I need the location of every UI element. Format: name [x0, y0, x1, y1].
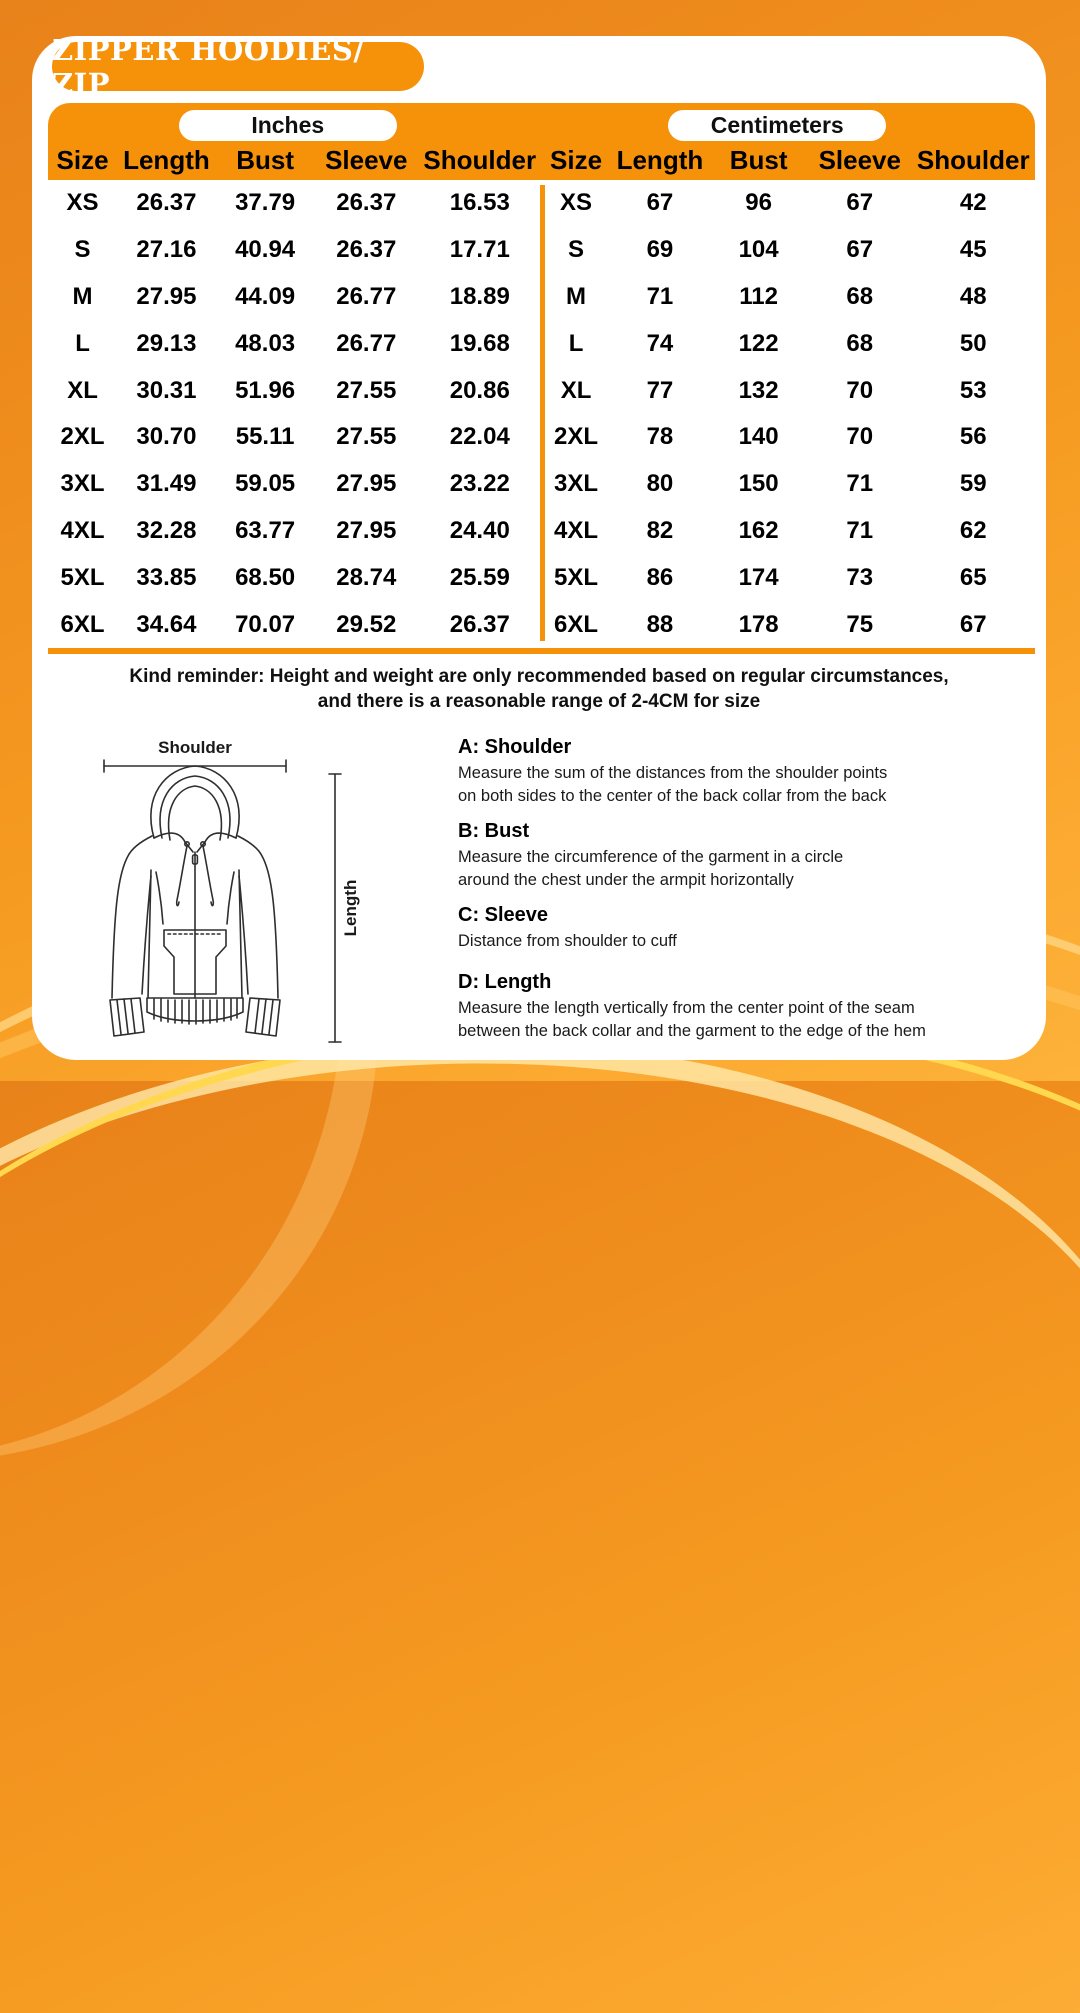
table-cell: 26.37 [136, 189, 197, 217]
table-cell: 68.50 [235, 563, 296, 591]
table-cell: 42 [959, 189, 987, 217]
measurement-text: on both sides to the center of the back collar from the back [458, 787, 887, 805]
table-cell: 73 [846, 563, 874, 591]
column-header: Shoulder [423, 145, 537, 175]
table-cell: 25.59 [449, 563, 510, 591]
table-cell: 29.13 [136, 329, 197, 357]
table-cell: 2XL [60, 423, 105, 451]
table-cell: 71 [846, 470, 874, 498]
table-cell: 71 [646, 282, 674, 310]
column-header-row [48, 144, 1035, 177]
table-cell: 48 [959, 282, 987, 310]
table-cell: 59 [959, 470, 987, 498]
inches-column-headers [48, 144, 542, 177]
table-cell: 140 [738, 423, 779, 451]
table-cell: 2XL [554, 423, 599, 451]
table-cell: 34.64 [136, 610, 197, 638]
centimeters-column-headers [542, 144, 1036, 177]
table-cell: S [74, 236, 91, 264]
table-cell: 33.85 [136, 563, 197, 591]
table-cell: M [566, 282, 587, 310]
table-cell: XS [66, 189, 99, 217]
table-header-band [48, 103, 1035, 180]
table-cell: 70 [846, 376, 874, 404]
table-cell: XL [67, 376, 98, 404]
table-cell: 44.09 [235, 282, 296, 310]
table-cell: 51.96 [235, 376, 296, 404]
table-cell: 37.79 [235, 189, 296, 217]
measurement-text: Measure the length vertically from the center point of the seam [458, 999, 915, 1017]
table-cell: 162 [738, 516, 779, 544]
table-cell: 150 [738, 470, 779, 498]
table-cell: 74 [646, 329, 674, 357]
table-cell: 23.22 [449, 470, 510, 498]
measurement-heading: D: Length [458, 971, 552, 993]
table-cell: 55.11 [235, 423, 295, 451]
table-cell: 27.95 [136, 282, 197, 310]
measurement-section-bust [458, 820, 1028, 892]
table-cell: 68 [846, 329, 874, 357]
table-cell: 75 [846, 610, 874, 638]
table-cell: L [75, 329, 90, 357]
length-arrow [329, 774, 341, 1042]
hoodie-diagram-svg [90, 734, 420, 1052]
table-cell: 112 [739, 282, 778, 310]
table-cell: 65 [959, 563, 987, 591]
table-cell: 5XL [60, 563, 105, 591]
table-cell: 68 [846, 282, 874, 310]
table-cell: M [72, 282, 93, 310]
measurement-section-length [458, 971, 1028, 1043]
table-cell: 62 [959, 516, 987, 544]
table-cell: XL [560, 376, 592, 404]
table-cell: 67 [646, 189, 674, 217]
table-cell: 26.77 [336, 329, 397, 357]
table-cell: 178 [738, 610, 779, 638]
measurement-text: Distance from shoulder to cuff [458, 932, 677, 950]
table-cell: 67 [846, 189, 874, 217]
table-vertical-divider [540, 185, 545, 641]
table-cell: 67 [846, 236, 874, 264]
table-cell: 6XL [60, 610, 105, 638]
table-cell: 3XL [60, 470, 105, 498]
table-cell: 78 [646, 423, 674, 451]
table-cell: 174 [738, 563, 779, 591]
table-cell: 27.16 [136, 236, 197, 264]
table-cell: 50 [959, 329, 987, 357]
inches-table-body [48, 180, 542, 648]
table-cell: 59.05 [235, 470, 296, 498]
table-cell: 5XL [554, 563, 599, 591]
length-label: Length [341, 879, 360, 937]
table-cell: 53 [959, 376, 987, 404]
table-cell: 27.55 [336, 376, 397, 404]
measurement-heading: B: Bust [458, 820, 530, 842]
table-cell: 48.03 [235, 329, 296, 357]
table-cell: 4XL [60, 516, 105, 544]
inches-unit-pill: Inches [179, 110, 397, 141]
table-cell: 32.28 [136, 516, 197, 544]
table-cell: 4XL [554, 516, 599, 544]
table-cell: 24.40 [449, 516, 510, 544]
table-cell: 71 [846, 516, 874, 544]
table-cell: 16.53 [449, 189, 510, 217]
table-cell: 63.77 [235, 516, 296, 544]
table-cell: 22.04 [449, 423, 510, 451]
measurement-heading: C: Sleeve [458, 904, 549, 926]
hoodie-outline [110, 766, 280, 1036]
table-cell: 27.95 [336, 516, 397, 544]
table-cell: 17.71 [449, 236, 510, 264]
table-cell: 19.68 [449, 329, 510, 357]
page-title-text: ZIPPER HOODIES/ ZIP [52, 32, 365, 101]
page-title [52, 32, 424, 101]
table-cell: S [568, 236, 585, 264]
measurement-text: between the back collar and the garment to the edge of the hem [458, 1022, 926, 1040]
column-header: Size [56, 145, 109, 175]
table-cell: 104 [738, 236, 779, 264]
table-bottom-rule [48, 648, 1035, 654]
column-header: Size [550, 145, 603, 175]
table-cell: 31.49 [136, 470, 197, 498]
column-header: Length [123, 145, 210, 175]
centimeters-unit-pill: Centimeters [668, 110, 886, 141]
table-cell: 69 [646, 236, 674, 264]
background-wave [0, 1018, 1080, 1888]
column-header: Bust [729, 145, 788, 175]
column-header: Sleeve [325, 145, 408, 175]
measurement-heading: A: Shoulder [458, 736, 572, 758]
measurement-section-sleeve [458, 904, 1028, 953]
centimeters-table-body [542, 180, 1036, 648]
measurement-instructions [458, 736, 1028, 1055]
table-cell: 30.31 [136, 376, 197, 404]
table-cell: 77 [646, 376, 674, 404]
shoulder-label: Shoulder [158, 738, 232, 757]
table-cell: 96 [745, 189, 772, 217]
column-header: Length [616, 145, 704, 175]
table-cell: 26.37 [449, 610, 510, 638]
table-cell: 80 [646, 470, 674, 498]
table-cell: 70.07 [235, 610, 296, 638]
measurement-text: Measure the circumference of the garment in a circle [458, 848, 844, 866]
table-cell: 29.52 [336, 610, 397, 638]
kind-reminder-line2: and there is a reasonable range of 2-4CM for size [317, 691, 761, 712]
measurement-text: Measure the sum of the distances from the shoulder points [458, 764, 888, 782]
table-cell: 82 [646, 516, 674, 544]
table-cell: 3XL [554, 470, 599, 498]
table-cell: 20.86 [449, 376, 510, 404]
size-chart-card [32, 32, 1046, 1060]
measurement-section-shoulder [458, 736, 1028, 808]
table-cell: 132 [738, 376, 779, 404]
table-cell: 26.77 [336, 282, 397, 310]
table-cell: 28.74 [336, 563, 397, 591]
table-cell: L [568, 329, 584, 357]
table-cell: 40.94 [235, 236, 296, 264]
table-body [48, 180, 1035, 648]
hoodie-diagram [90, 734, 420, 1052]
table-cell: 70 [846, 423, 874, 451]
table-cell: 88 [646, 610, 674, 638]
table-cell: 27.95 [336, 470, 397, 498]
kind-reminder [32, 664, 1046, 714]
table-cell: 56 [959, 423, 987, 451]
table-cell: 26.37 [336, 189, 397, 217]
kind-reminder-line1: Kind reminder: Height and weight are only recommended based on regular circumstances, [129, 666, 949, 687]
table-cell: 6XL [554, 610, 599, 638]
table-cell: 86 [646, 563, 674, 591]
table-cell: XS [560, 189, 593, 217]
size-table [48, 103, 1035, 654]
measurement-text: around the chest under the armpit horizontally [458, 871, 794, 889]
table-cell: 122 [738, 329, 779, 357]
table-cell: 27.55 [336, 423, 397, 451]
column-header: Shoulder [916, 145, 1030, 175]
column-header: Sleeve [818, 145, 901, 175]
table-cell: 30.70 [136, 423, 197, 451]
table-cell: 67 [959, 610, 987, 638]
column-header: Bust [236, 145, 294, 175]
table-cell: 26.37 [336, 236, 397, 264]
table-cell: 18.89 [449, 282, 510, 310]
background-wave [0, 986, 1080, 1820]
table-cell: 45 [959, 236, 987, 264]
